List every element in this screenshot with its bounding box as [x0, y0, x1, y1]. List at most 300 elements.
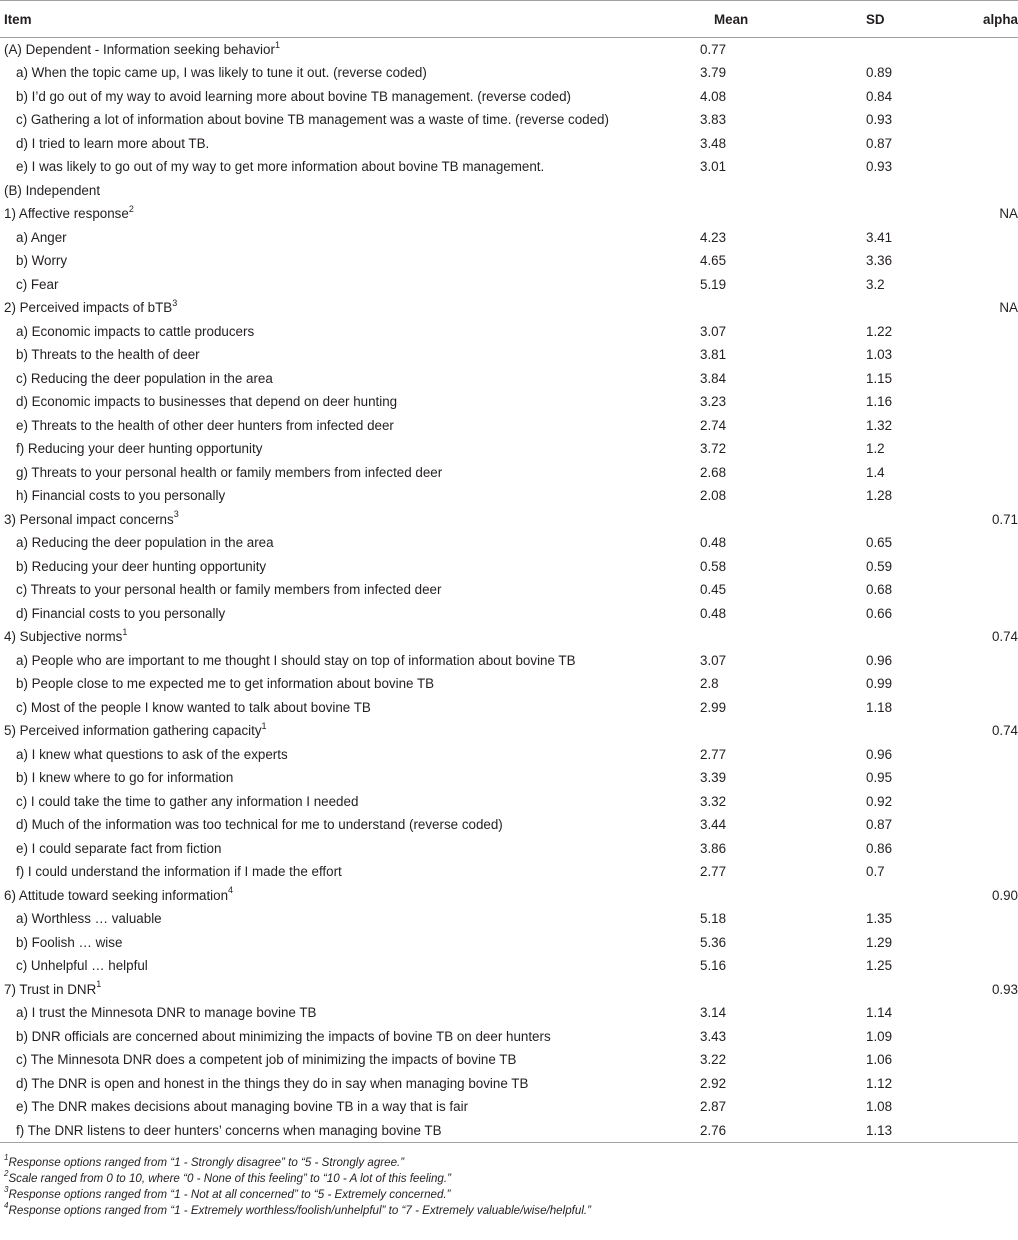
column-header-sd: SD	[840, 1, 940, 38]
cell-alpha	[940, 273, 1018, 297]
table-row-subitem	[0, 1001, 1018, 1025]
table-row-subitem	[0, 813, 1018, 837]
table-row-subitem	[0, 837, 1018, 861]
cell-item	[0, 625, 700, 649]
item-label: c) Fear	[16, 276, 59, 292]
item-label: c) I could take the time to gather any information I needed	[16, 793, 359, 809]
column-header-item: Item	[0, 1, 700, 38]
cell-sd	[840, 38, 940, 62]
cell-mean: 5.19	[700, 276, 727, 292]
cell-item	[0, 837, 700, 861]
cell-alpha	[940, 179, 1018, 203]
cell-sd: 1.14	[866, 1005, 893, 1021]
cell-item	[0, 790, 700, 814]
cell-sd: 0.99	[866, 676, 893, 692]
cell-sd: 1.18	[866, 699, 893, 715]
cell-item	[0, 367, 700, 391]
cell-item	[0, 954, 700, 978]
item-label: d) I tried to learn more about TB.	[16, 135, 210, 151]
item-label: d) Financial costs to you personally	[16, 605, 226, 621]
table-row-subitem	[0, 790, 1018, 814]
cell-mean: 3.23	[700, 394, 727, 410]
cell-item	[0, 132, 700, 156]
cell-mean	[700, 978, 840, 1002]
footnote	[4, 1187, 1018, 1203]
cell-alpha: 0.74	[991, 629, 1018, 645]
footnotes	[0, 1155, 1018, 1219]
footnote-marker: 1	[122, 626, 128, 637]
table-row-subitem	[0, 531, 1018, 555]
cell-alpha	[940, 437, 1018, 461]
cell-item	[0, 649, 700, 673]
cell-mean: 3.84	[700, 370, 727, 386]
cell-sd: 0.93	[866, 112, 893, 128]
cell-item	[0, 85, 700, 109]
cell-alpha: NA	[999, 206, 1018, 222]
cell-alpha	[940, 1025, 1018, 1049]
item-label: a) People who are important to me thought I should stay on top of information about bovine TB	[16, 652, 576, 668]
cell-sd: 0.59	[866, 558, 893, 574]
cell-mean: 0.58	[700, 558, 727, 574]
footnote-number: 1	[4, 1153, 9, 1163]
cell-mean: 2.87	[700, 1099, 727, 1115]
cell-item	[0, 531, 700, 555]
cell-sd: 0.84	[866, 88, 893, 104]
cell-alpha	[940, 155, 1018, 179]
cell-alpha	[940, 743, 1018, 767]
cell-sd: 0.87	[866, 135, 893, 151]
table-row-subitem	[0, 249, 1018, 273]
cell-alpha	[940, 860, 1018, 884]
table-row-section	[0, 508, 1018, 532]
cell-alpha	[940, 484, 1018, 508]
cell-alpha	[940, 837, 1018, 861]
item-label: b) Foolish … wise	[16, 934, 123, 950]
cell-item	[0, 343, 700, 367]
cell-sd: 1.09	[866, 1028, 893, 1044]
cell-mean	[700, 884, 840, 908]
item-label: f) I could understand the information if I made the effort	[16, 864, 342, 880]
table-header-row	[0, 1, 1018, 38]
cell-item	[0, 155, 700, 179]
cell-sd: 0.65	[866, 535, 893, 551]
cell-mean	[700, 625, 840, 649]
item-label: 4) Subjective norms	[4, 629, 123, 645]
cell-item	[0, 1048, 700, 1072]
footnote-marker: 4	[228, 885, 234, 896]
footnote-number: 3	[4, 1185, 9, 1195]
item-label: d) Much of the information was too technical for me to understand (reverse coded)	[16, 817, 503, 833]
cell-mean: 2.8	[700, 676, 719, 692]
footnote-number: 4	[4, 1201, 9, 1211]
cell-sd	[840, 179, 940, 203]
item-label: f) The DNR listens to deer hunters’ concerns when managing bovine TB	[16, 1122, 442, 1138]
cell-alpha	[940, 954, 1018, 978]
footnote-text: Response options ranged from “1 - Not at all concerned” to “5 - Extremely concerned.”	[8, 1188, 451, 1201]
cell-sd: 0.7	[866, 864, 885, 880]
item-label: a) Anger	[16, 229, 67, 245]
cell-mean: 4.65	[700, 253, 727, 269]
item-label: e) I could separate fact from fiction	[16, 840, 222, 856]
cell-mean: 3.07	[700, 323, 727, 339]
cell-sd: 0.66	[866, 605, 893, 621]
cell-item	[0, 461, 700, 485]
footnote-marker: 2	[128, 203, 134, 214]
cell-alpha	[940, 320, 1018, 344]
footnote-text: Response options ranged from “1 - Strongly disagree” to “5 - Strongly agree.”	[8, 1156, 405, 1169]
item-label: b) DNR officials are concerned about minimizing the impacts of bovine TB on deer hunters	[16, 1028, 551, 1044]
table-row-subitem	[0, 61, 1018, 85]
item-label: d) The DNR is open and honest in the things they do in say when managing bovine TB	[16, 1075, 529, 1091]
table-row-section	[0, 978, 1018, 1002]
table-row-subitem	[0, 602, 1018, 626]
cell-sd: 1.03	[866, 347, 893, 363]
item-label: c) The Minnesota DNR does a competent job of minimizing the impacts of bovine TB	[16, 1052, 517, 1068]
cell-sd	[840, 508, 940, 532]
table-row-subitem	[0, 907, 1018, 931]
cell-alpha	[940, 672, 1018, 696]
cell-mean	[700, 179, 840, 203]
cell-sd	[840, 296, 940, 320]
cell-mean: 3.22	[700, 1052, 727, 1068]
cell-alpha	[940, 790, 1018, 814]
cell-alpha	[940, 602, 1018, 626]
cell-sd: 0.86	[866, 840, 893, 856]
cell-alpha	[940, 931, 1018, 955]
cell-mean: 2.77	[700, 864, 727, 880]
table-row-subitem	[0, 343, 1018, 367]
cell-item	[0, 1119, 700, 1143]
cell-item	[0, 931, 700, 955]
item-label: c) Threats to your personal health or family members from infected deer	[16, 582, 442, 598]
cell-alpha: 0.71	[991, 511, 1018, 527]
cell-sd: 0.95	[866, 770, 893, 786]
item-label: b) Threats to the health of deer	[16, 347, 200, 363]
cell-mean: 2.92	[700, 1075, 727, 1091]
footnote-text: Response options ranged from “1 - Extremely worthless/foolish/unhelpful” to “7 - Extremely valuable/wise/helpful.”	[8, 1204, 591, 1217]
cell-alpha	[940, 1119, 1018, 1143]
cell-alpha	[940, 132, 1018, 156]
cell-sd: 1.2	[866, 441, 885, 457]
cell-alpha	[940, 226, 1018, 250]
cell-sd: 3.41	[866, 229, 893, 245]
cell-sd: 1.16	[866, 394, 893, 410]
footnote-number: 2	[4, 1169, 9, 1179]
item-label: c) Gathering a lot of information about bovine TB management was a waste of time. (reverse coded)	[16, 112, 609, 128]
cell-alpha	[940, 531, 1018, 555]
cell-item	[0, 202, 700, 226]
cell-alpha: NA	[999, 300, 1018, 316]
item-label: 1) Affective response	[4, 206, 129, 222]
cell-item	[0, 108, 700, 132]
cell-sd: 1.12	[866, 1075, 893, 1091]
cell-alpha	[940, 1095, 1018, 1119]
cell-mean	[700, 508, 840, 532]
table-row-subitem	[0, 484, 1018, 508]
cell-alpha	[940, 1048, 1018, 1072]
footnote	[4, 1203, 1018, 1219]
table-row-section	[0, 202, 1018, 226]
cell-item	[0, 719, 700, 743]
cell-item	[0, 672, 700, 696]
footnote-marker: 3	[173, 509, 179, 520]
item-label: c) Most of the people I know wanted to talk about bovine TB	[16, 699, 371, 715]
cell-item	[0, 555, 700, 579]
cell-alpha	[940, 390, 1018, 414]
cell-mean: 3.39	[700, 770, 727, 786]
cell-sd: 1.08	[866, 1099, 893, 1115]
table-row-subitem	[0, 226, 1018, 250]
cell-sd: 0.96	[866, 652, 893, 668]
cell-mean: 2.68	[700, 464, 727, 480]
table-row-section	[0, 179, 1018, 203]
cell-mean: 3.44	[700, 817, 727, 833]
item-label: h) Financial costs to you personally	[16, 488, 226, 504]
item-label: f) Reducing your deer hunting opportunity	[16, 441, 263, 457]
cell-mean: 5.36	[700, 934, 727, 950]
table-row-subitem	[0, 1095, 1018, 1119]
cell-mean: 3.72	[700, 441, 727, 457]
table-row-subitem	[0, 649, 1018, 673]
footnote-marker: 1	[261, 720, 267, 731]
cell-item	[0, 766, 700, 790]
item-label: e) I was likely to go out of my way to get more information about bovine TB management.	[16, 159, 545, 175]
cell-sd: 0.89	[866, 65, 893, 81]
cell-alpha	[940, 555, 1018, 579]
item-label: 7) Trust in DNR	[4, 981, 97, 997]
item-label: 6) Attitude toward seeking information	[4, 887, 229, 903]
item-label: a) When the topic came up, I was likely to tune it out. (reverse coded)	[16, 65, 427, 81]
item-label: a) Reducing the deer population in the area	[16, 535, 274, 551]
table-row-subitem	[0, 320, 1018, 344]
cell-alpha: 0.90	[991, 887, 1018, 903]
cell-item	[0, 696, 700, 720]
table-row-subitem	[0, 85, 1018, 109]
table-row-subitem	[0, 132, 1018, 156]
item-label: d) Economic impacts to businesses that depend on deer hunting	[16, 394, 398, 410]
cell-mean: 3.86	[700, 840, 727, 856]
cell-mean: 0.45	[700, 582, 727, 598]
cell-sd: 1.15	[866, 370, 893, 386]
cell-alpha	[940, 85, 1018, 109]
cell-sd: 0.93	[866, 159, 893, 175]
footnote	[4, 1171, 1018, 1187]
cell-alpha	[940, 1072, 1018, 1096]
item-label: c) Unhelpful … helpful	[16, 958, 148, 974]
item-label: a) Worthless … valuable	[16, 911, 162, 927]
cell-sd: 1.13	[840, 1119, 940, 1143]
table-row-subitem	[0, 954, 1018, 978]
table-row-subitem	[0, 931, 1018, 955]
item-label: b) I’d go out of my way to avoid learning more about bovine TB management. (reverse coded)	[16, 88, 572, 104]
cell-alpha	[940, 649, 1018, 673]
cell-sd: 1.4	[866, 464, 885, 480]
cell-item	[0, 578, 700, 602]
table-row-subitem	[0, 696, 1018, 720]
cell-mean: 5.18	[700, 911, 727, 927]
table-row-subitem	[0, 437, 1018, 461]
table-row-subitem	[0, 155, 1018, 179]
cell-sd: 0.87	[866, 817, 893, 833]
cell-mean: 3.79	[700, 65, 727, 81]
cell-mean: 3.43	[700, 1028, 727, 1044]
cell-alpha	[940, 696, 1018, 720]
table-row-subitem	[0, 555, 1018, 579]
item-label: c) Reducing the deer population in the area	[16, 370, 273, 386]
table-body	[0, 38, 1018, 1143]
table-row-section	[0, 38, 1018, 62]
cell-mean: 3.83	[700, 112, 727, 128]
cell-item	[0, 61, 700, 85]
column-header-mean: Mean	[700, 1, 840, 38]
cell-item	[0, 414, 700, 438]
cell-sd: 1.25	[866, 958, 893, 974]
cell-alpha	[940, 1001, 1018, 1025]
cell-item	[0, 1095, 700, 1119]
cell-item	[0, 743, 700, 767]
cell-mean: 0.77	[700, 42, 727, 57]
cell-item	[0, 273, 700, 297]
table-row-subitem	[0, 1119, 1018, 1143]
cell-mean: 2.77	[700, 746, 727, 762]
cell-mean	[700, 296, 840, 320]
cell-mean: 0.48	[700, 605, 727, 621]
footnote-text: Scale ranged from 0 to 10, where “0 - None of this feeling” to “10 - A lot of this feeling.”	[8, 1172, 451, 1185]
cell-sd: 1.06	[866, 1052, 893, 1068]
table-row-subitem	[0, 367, 1018, 391]
table-row-subitem	[0, 672, 1018, 696]
cell-item	[0, 179, 700, 203]
cell-sd: 1.32	[866, 417, 893, 433]
cell-item	[0, 508, 700, 532]
table-row-subitem	[0, 578, 1018, 602]
cell-item	[0, 1072, 700, 1096]
cell-mean: 4.08	[700, 88, 727, 104]
cell-item	[0, 296, 700, 320]
cell-sd: 1.29	[866, 934, 893, 950]
cell-alpha	[940, 61, 1018, 85]
cell-sd	[840, 202, 940, 226]
cell-mean: 3.14	[700, 1005, 727, 1021]
table-row-subitem	[0, 1025, 1018, 1049]
cell-sd	[840, 625, 940, 649]
footnote-marker: 1	[274, 39, 280, 50]
cell-sd: 1.22	[866, 323, 893, 339]
cell-mean	[700, 202, 840, 226]
cell-item	[0, 226, 700, 250]
table-row-subitem	[0, 461, 1018, 485]
cell-sd: 3.2	[866, 276, 885, 292]
cell-mean: 0.48	[700, 535, 727, 551]
table-row-subitem	[0, 1048, 1018, 1072]
item-label: 3) Personal impact concerns	[4, 511, 174, 527]
cell-sd: 0.68	[866, 582, 893, 598]
cell-item	[0, 390, 700, 414]
cell-alpha	[940, 461, 1018, 485]
item-label: b) People close to me expected me to get information about bovine TB	[16, 676, 435, 692]
cell-mean: 3.32	[700, 793, 727, 809]
item-label: a) I knew what questions to ask of the experts	[16, 746, 288, 762]
cell-mean: 3.07	[700, 652, 727, 668]
cell-sd: 1.28	[866, 488, 893, 504]
item-label: (A) Dependent - Information seeking behavior	[4, 42, 275, 57]
cell-mean: 2.08	[700, 488, 727, 504]
cell-alpha	[940, 414, 1018, 438]
cell-mean: 3.48	[700, 135, 727, 151]
cell-sd: 0.96	[866, 746, 893, 762]
cell-mean: 2.99	[700, 699, 727, 715]
cell-item	[0, 1001, 700, 1025]
cell-sd	[840, 884, 940, 908]
table-row-subitem	[0, 860, 1018, 884]
table-row-section	[0, 719, 1018, 743]
item-label: (B) Independent	[4, 182, 101, 198]
cell-alpha: 0.93	[991, 981, 1018, 997]
cell-alpha	[940, 766, 1018, 790]
cell-sd: 3.36	[866, 253, 893, 269]
item-label: e) Threats to the health of other deer hunters from infected deer	[16, 417, 394, 433]
table-row-subitem	[0, 108, 1018, 132]
item-label: e) The DNR makes decisions about managing bovine TB in a way that is fair	[16, 1099, 469, 1115]
cell-item	[0, 484, 700, 508]
item-label: g) Threats to your personal health or family members from infected deer	[16, 464, 443, 480]
item-label: b) Reducing your deer hunting opportunity	[16, 558, 267, 574]
item-label: b) I knew where to go for information	[16, 770, 234, 786]
table-row-section	[0, 625, 1018, 649]
cell-alpha	[940, 249, 1018, 273]
cell-alpha	[940, 813, 1018, 837]
footnote	[4, 1155, 1018, 1171]
cell-alpha	[940, 38, 1018, 62]
cell-item	[0, 602, 700, 626]
cell-alpha	[940, 907, 1018, 931]
cell-mean: 5.16	[700, 958, 727, 974]
cell-alpha	[940, 108, 1018, 132]
item-label: a) Economic impacts to cattle producers	[16, 323, 255, 339]
cell-mean: 4.23	[700, 229, 727, 245]
footnote-marker: 1	[96, 979, 102, 990]
cell-item	[0, 437, 700, 461]
item-label: 5) Perceived information gathering capacity	[4, 723, 262, 739]
cell-item	[0, 884, 700, 908]
cell-mean: 3.81	[700, 347, 727, 363]
table-row-section	[0, 296, 1018, 320]
table-row-subitem	[0, 1072, 1018, 1096]
cell-item	[0, 320, 700, 344]
cell-alpha	[940, 578, 1018, 602]
table-row-subitem	[0, 414, 1018, 438]
item-label: a) I trust the Minnesota DNR to manage bovine TB	[16, 1005, 317, 1021]
cell-sd: 0.92	[866, 793, 893, 809]
table-row-subitem	[0, 743, 1018, 767]
cell-item	[0, 38, 700, 62]
cell-mean: 3.01	[700, 159, 727, 175]
cell-sd: 1.35	[866, 911, 893, 927]
footnote-marker: 3	[172, 297, 178, 308]
item-label: 2) Perceived impacts of bTB	[4, 300, 173, 316]
cell-item	[0, 1025, 700, 1049]
cell-mean: 2.76	[700, 1119, 840, 1143]
table-row-section	[0, 884, 1018, 908]
table-row-subitem	[0, 390, 1018, 414]
cell-item	[0, 813, 700, 837]
cell-sd	[840, 719, 940, 743]
cell-item	[0, 907, 700, 931]
cell-mean	[700, 719, 840, 743]
cell-item	[0, 978, 700, 1002]
cell-alpha: 0.74	[991, 723, 1018, 739]
cell-alpha	[940, 343, 1018, 367]
